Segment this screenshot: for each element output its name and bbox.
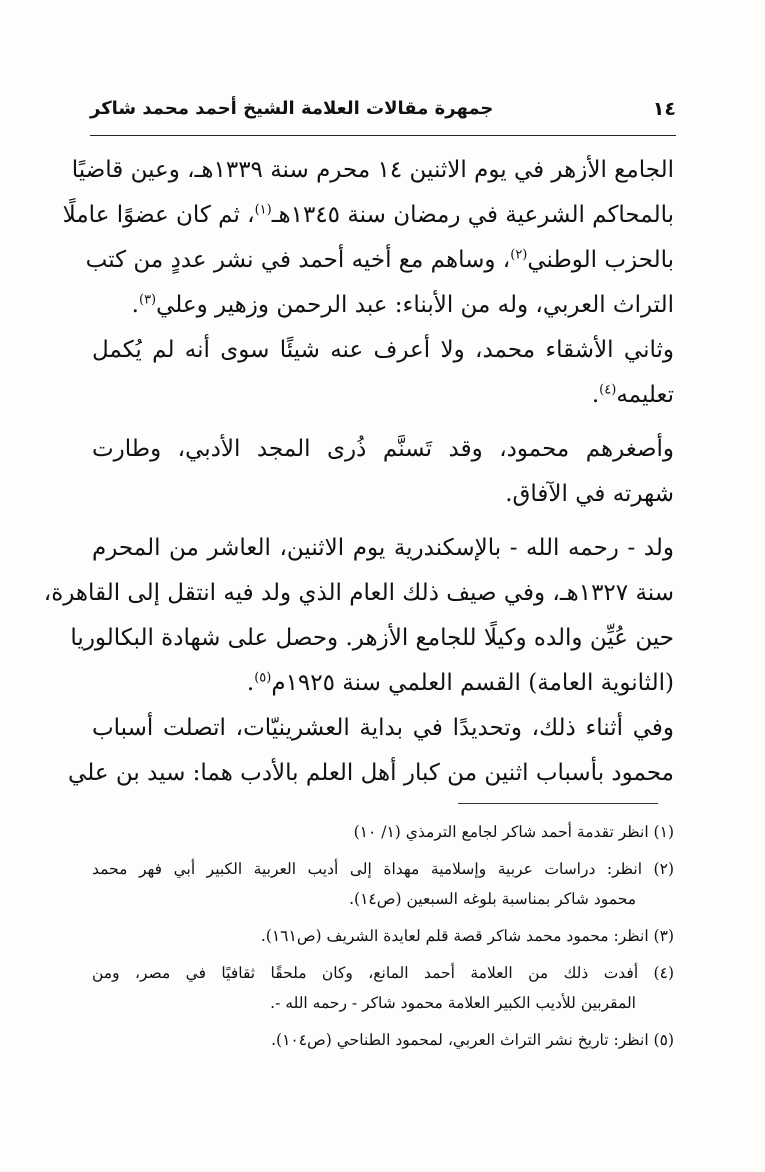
body-line: تعليمه$^{(٤)}$. <box>591 382 674 408</box>
footnote-ref: (٣) <box>138 292 157 308</box>
body-text <box>43 148 674 796</box>
body-line: وثاني الأشقاء محمد، ولا أعرف عنه شيئًا سوى أنه لم يُكمل <box>92 337 674 363</box>
body-line: وفي أثناء ذلك، وتحديدًا في بداية العشرينيّات، اتصلت أسباب <box>92 715 674 741</box>
header-rule <box>90 135 676 136</box>
body-line: شهرته في الآفاق. <box>505 481 674 507</box>
body-line: وأصغرهم محمود، وقد تَسنَّم ذُرى المجد الأدبي، وطارت <box>92 436 674 462</box>
footnote: (٥) انظر: تاريخ نشر التراث العربي، لمحمود الطناحي (ص١٠٤). <box>271 1031 674 1049</box>
footnote-ref: (٤) <box>599 382 617 398</box>
footnote: (٣) انظر: محمود محمد شاكر قصة قلم لعايدة الشريف (ص١٦١). <box>260 927 674 945</box>
body-line: ولد - رحمه الله - بالإسكندرية يوم الاثنين، العاشر من المحرم <box>92 535 674 561</box>
body-line: محمود بأسباب اثنين من كبار أهل العلم بالأدب هما: سيد بن علي <box>68 760 674 786</box>
body-line: التراث العربي، وله من الأبناء: عبد الرحمن وزهير وعلي$^{(٣)}$. <box>131 292 674 318</box>
page-number: ١٤ <box>652 98 676 120</box>
body-line: (الثانوية العامة) القسم العلمي سنة ١٩٢٥م$^{(٥)}$. <box>246 670 674 696</box>
body-line: الجامع الأزهر في يوم الاثنين ١٤ محرم سنة ١٣٣٩هـ، وعين قاضيًا <box>71 157 674 183</box>
footnote-continuation: محمود شاكر بمناسبة بلوغه السبعين (ص١٤). <box>349 890 636 908</box>
body-line: حين عُيِّن والده وكيلًا للجامع الأزهر. وحصل على شهادة البكالوريا <box>70 625 674 651</box>
footnote-ref: (٥) <box>254 670 272 686</box>
body-line: بالمحاكم الشرعية في رمضان سنة ١٣٤٥هـ$^{(١)}$، ثم كان عضوًا عاملًا <box>62 202 674 228</box>
footnote-ref: (١) <box>254 202 272 218</box>
footnote-continuation: المقربين للأديب الكبير العلامة محمود شاكر - رحمه الله -. <box>270 994 636 1012</box>
body-line: سنة ١٣٢٧هـ، وفي صيف ذلك العام الذي ولد فيه انتقل إلى القاهرة، <box>43 580 674 606</box>
page-header <box>90 94 676 128</box>
footnote-ref: (٢) <box>510 247 528 263</box>
body-line: بالحزب الوطني$^{(٢)}$، وساهم مع أخيه أحمد في نشر عددٍ من كتب <box>85 247 674 273</box>
footnote: (٢) انظر: دراسات عربية وإسلامية مهداة إلى أديب العربية الكبير أبي فهر محمد <box>92 860 674 878</box>
footnote: (١) انظر تقدمة أحمد شاكر لجامع الترمذي (١/ ١٠) <box>353 823 674 841</box>
footnotes <box>92 817 674 1055</box>
footnote: (٤) أفدت ذلك من العلامة أحمد المانع، وكان ملحقًا ثقافيًا في مصر، ومن <box>92 964 674 982</box>
running-title: جمهرة مقالات العلامة الشيخ أحمد محمد شاكر <box>90 98 494 119</box>
footnote-separator <box>458 803 658 804</box>
